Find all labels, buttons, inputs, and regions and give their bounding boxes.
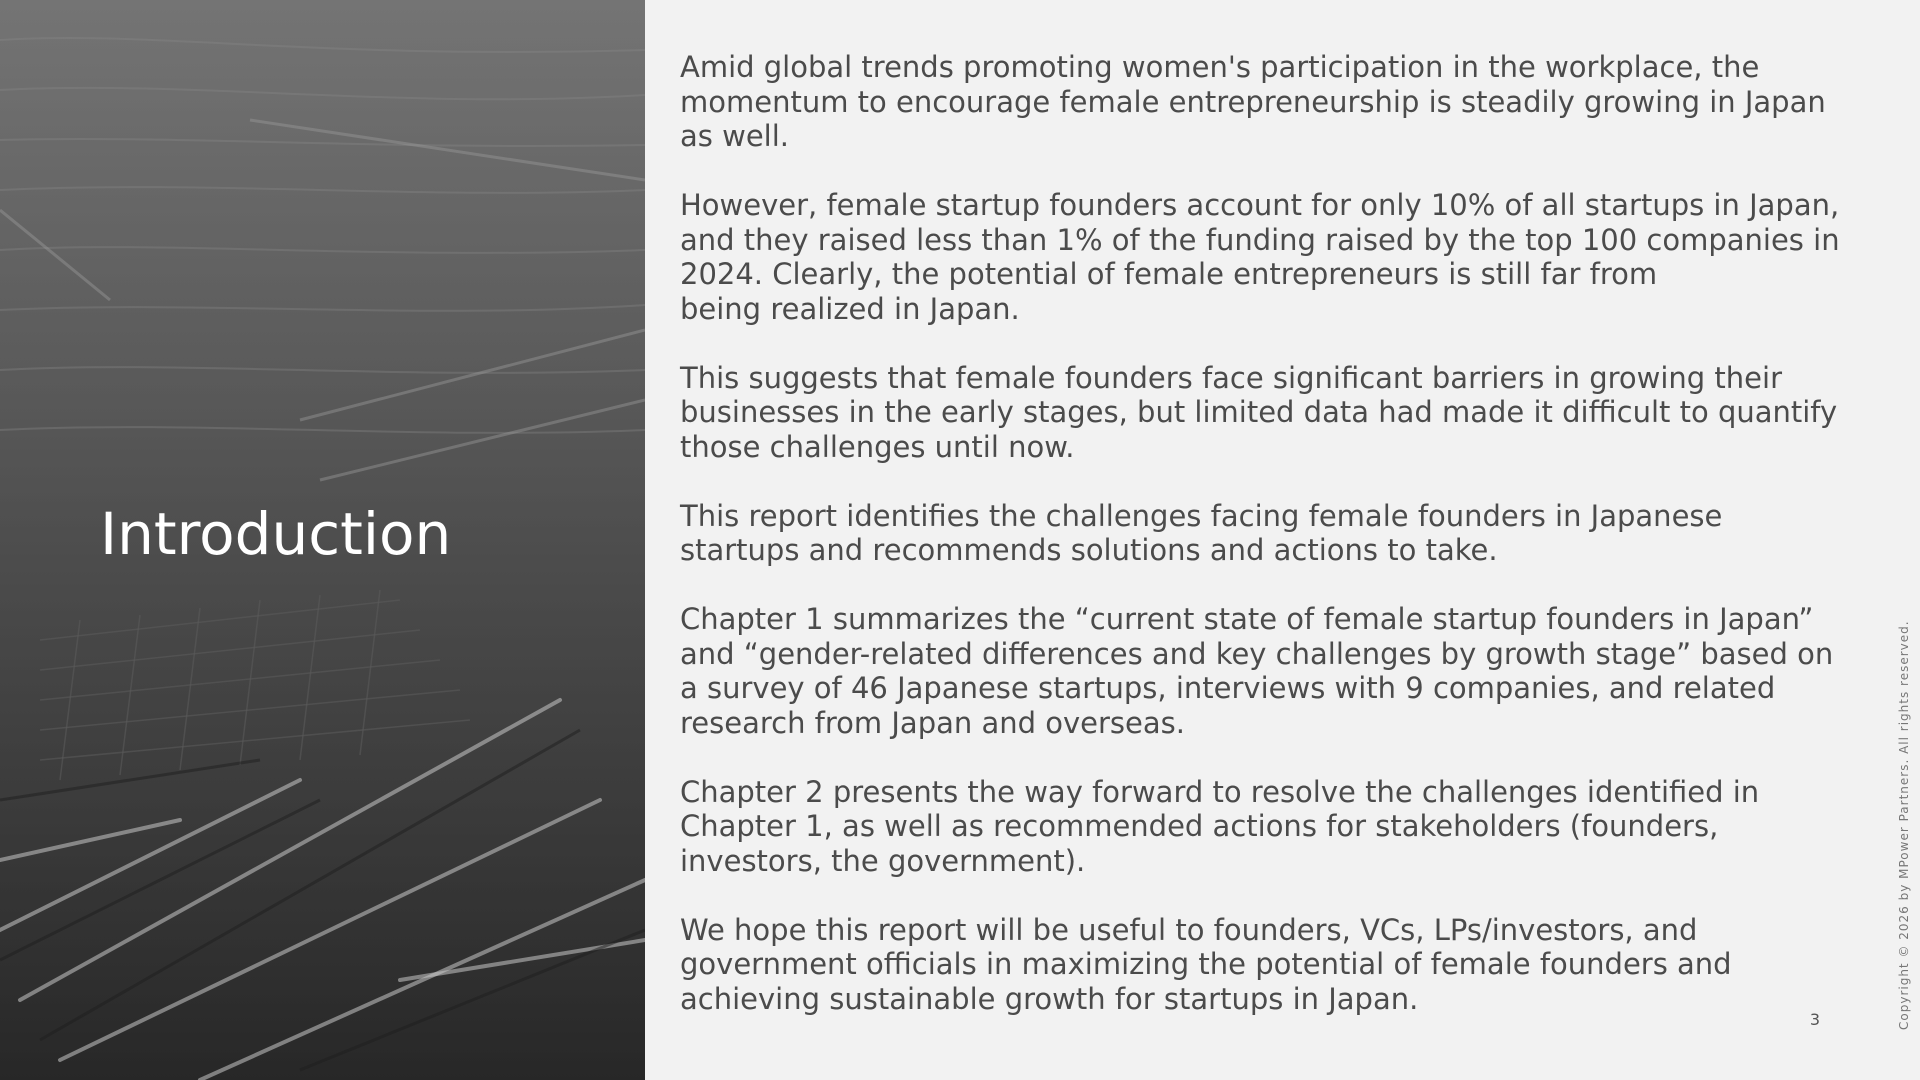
- paragraph-5: Chapter 1 summarizes the “current state of female startup founders in Japan” and “gender-related differences and key challenges by growth stage” based on a survey of 46 Japanese startups, interviews with 9 companies, and related research from Japan and overseas.: [680, 602, 1834, 740]
- page-number: 3: [1809, 1010, 1820, 1029]
- paragraph-6: Chapter 2 presents the way forward to resolve the challenges identified in Chapter 1, as well as recommended actions for stakeholders (founders, investors, the government).: [680, 774, 1760, 878]
- paragraph-2: However, female startup founders account for only 10% of all startups in Japan, and they raised less than 1% of the funding raised by the top 100 companies in 2024. Clearly, the potential of female entrepreneurs is still far from being realized in Japan.: [680, 188, 1840, 326]
- paragraph-7: We hope this report will be useful to founders, VCs, LPs/investors, and government officials in maximizing the potential of female founders and achieving sustainable growth for startups in Japan.: [680, 912, 1732, 1016]
- page-title: Introduction: [100, 500, 452, 568]
- background-image: [0, 0, 645, 1080]
- paragraph-3: This suggests that female founders face significant barriers in growing their businesses in the early stages, but limited data had made it difficult to quantify those challenges until now.: [680, 360, 1838, 464]
- paragraph-4: This report identifies the challenges facing female founders in Japanese startups and recommends solutions and actions to take.: [680, 498, 1723, 567]
- intro-body: [680, 50, 1860, 1016]
- paragraph-1: Amid global trends promoting women's participation in the workplace, the momentum to encourage female entrepreneurship is steadily growing in Japan as well.: [680, 50, 1826, 153]
- copyright-notice: Copyright © 2026 by MPower Partners. All rights reserved.: [1897, 620, 1911, 1030]
